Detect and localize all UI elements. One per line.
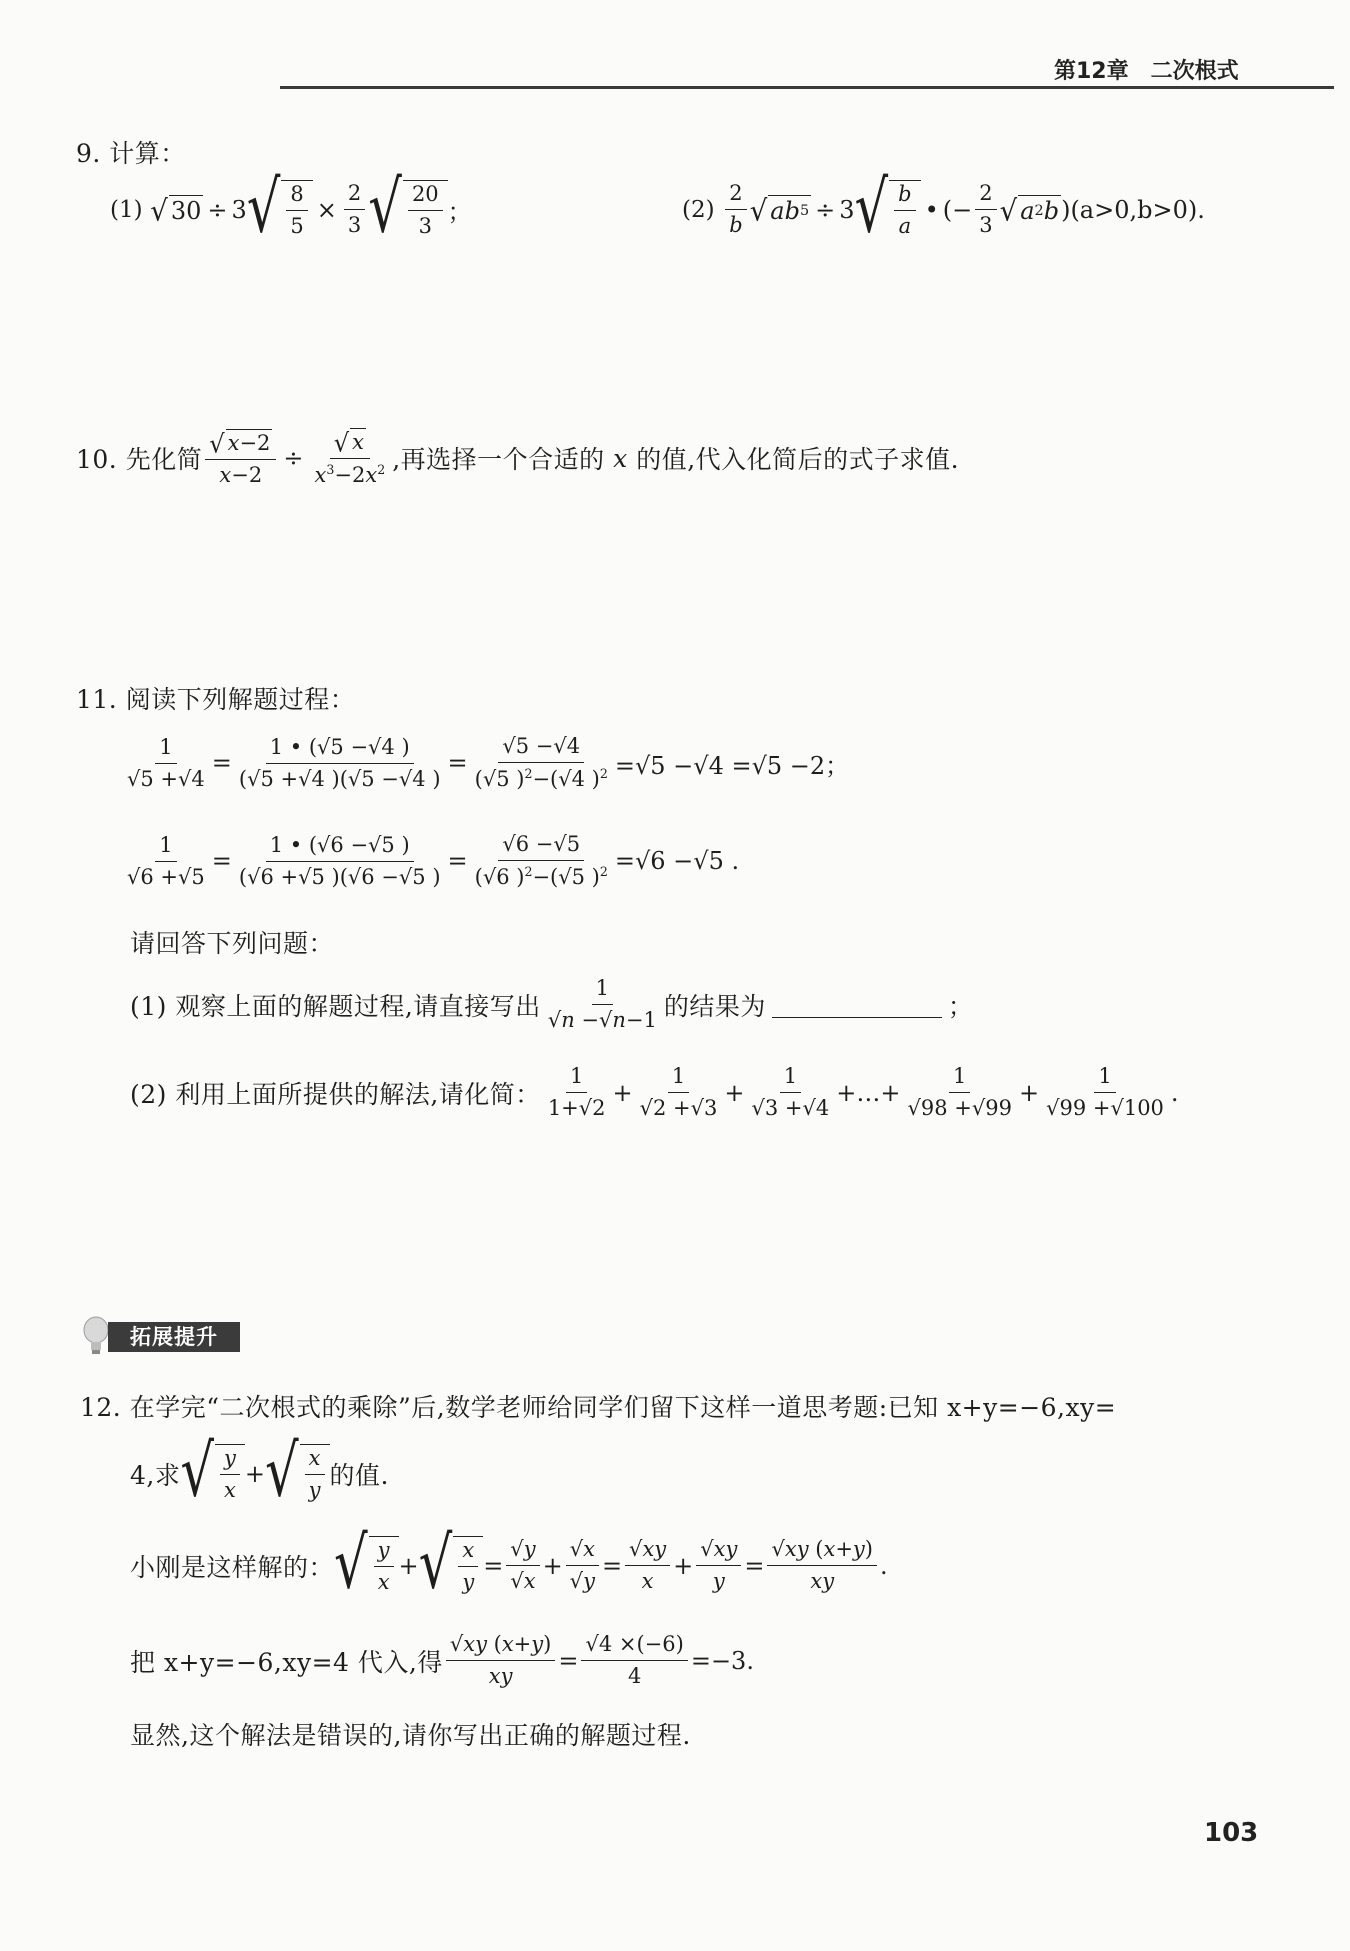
q10-rest2: 的值,代入化简后的式子求值. [636, 445, 960, 475]
q11-ask: 请回答下列问题： [130, 929, 335, 958]
q9-part1: (1) √ 30 ÷ 3 √ $\frac{8}{5}$ × $\frac{2}{3}$ √ $\frac{20}{3}$ ； [110, 167, 472, 250]
q11-sub2: (2) 利用上面所提供的解法,请化简： $\frac{1}{1+√2}$ + $\frac{1}{√2 +√3}$ + $\frac{1}{√3 +√4}$ +…+ $\frac{1}{√98 +√99}$ + $\frac{1}{√99 +√100}$ . [130, 1064, 1179, 1121]
q10: 10. 先化简 √ x −2 x−2 ÷ √ x $x^3-2x^2$ ,再选择一个合适的 x 的值,代入化简后的式子求值. [76, 428, 960, 488]
q12-line5: 显然,这个解法是错误的,请你写出正确的解题过程. [130, 1721, 691, 1750]
q11-step1-result: =√5 −√4 =√5 −2； [614, 751, 850, 780]
chapter-title: 二次根式 [1150, 59, 1239, 84]
q12-line2-text: 4,求 [130, 1460, 181, 1490]
q10-rest: ,再选择一个合适的 [392, 445, 605, 475]
q12-line3-text: 小刚是这样解的： [130, 1552, 335, 1582]
q12-line2: 4,求 √ $\frac{y}{x}$ + √ $\frac{x}{y}$ 的值. [130, 1431, 389, 1514]
lightbulb-icon [82, 1316, 110, 1356]
page-number: 103 [1204, 1818, 1259, 1848]
section-tag: 拓展提升 [108, 1322, 240, 1352]
header-rule [280, 86, 1334, 89]
q11-sub1-end: ； [947, 991, 974, 1021]
q11-sub1-text: (1) 观察上面的解题过程,请直接写出 [130, 991, 541, 1021]
answer-blank[interactable] [772, 991, 942, 1018]
q11-step2: $\frac{1}{√6 +√5}$ = $\frac{1 • (√6 -√5 )}{(√6 +√5 )(√6 -√5 )}$ = $\frac{√6 -√5}{(√6 )^2-(√5 )^2}$ =√6 −√5 . [127, 832, 740, 890]
q10-label: 10. 先化简 [76, 445, 203, 475]
q9-part1-label: (1) [110, 196, 143, 223]
q11-step1: $\frac{1}{√5 +√4}$ = $\frac{1 • (√5 -√4 )}{(√5 +√4 )(√5 -√4 )}$ = $\frac{√5 -√4}{(√5 )^2-(√4 )^2}$ =√5 −√4 =√5 −2； [127, 734, 850, 792]
q9-part2: (2) $\frac{2}{b}$ √ ab 5 ÷ 3 √ $\frac{b}{a}$ • (− $\frac{2}{3}$ √ a 2 b ) (a>0,b>0). [682, 167, 1205, 250]
q12-line4: 把 x+y=−6,xy=4 代入,得 $\frac{√xy (x+y)}{xy}$ = $\frac{√4 \times(-6)}{4}$ =−3. [130, 1632, 754, 1689]
q12-line2-end: 的值. [329, 1460, 389, 1490]
q11-step2-result: =√6 −√5 . [614, 847, 740, 876]
q9-label: 9. 计算： [76, 139, 186, 168]
q9-part2-condition: (a>0,b>0). [1070, 195, 1205, 224]
q12-line3: 小刚是这样解的： √ $\frac{y}{x}$ + √ $\frac{x}{y}$ = $\frac{√y}{√x}$ + $\frac{√x}{√y}$ = $\frac{√xy}{x}$ + $\frac{√xy}{y}$ = $\frac{√xy (x+y)}{xy}$ . [130, 1523, 888, 1606]
q9-part2-label: (2) [682, 196, 715, 223]
q10-variable: x [613, 443, 628, 473]
chapter-number: 第12章 [1054, 59, 1129, 84]
q11-sub1-text2: 的结果为 [663, 991, 766, 1021]
q12-line4-text: 把 x+y=−6,xy=4 代入,得 [130, 1647, 443, 1677]
q12-line4-result: =−3. [690, 1646, 754, 1675]
q11-sub1: (1) 观察上面的解题过程,请直接写出 $\frac{1}{√n -√n-1}$ 的结果为 ； [130, 976, 974, 1033]
q11-sub2-text: (2) 利用上面所提供的解法,请化简： [130, 1079, 541, 1109]
chapter-header [1054, 54, 1239, 85]
q12-line1: 12. 在学完“二次根式的乘除”后,数学老师给同学们留下这样一道思考题:已知 x+y=−6,xy= [80, 1393, 1117, 1422]
q11-label: 11. 阅读下列解题过程： [76, 685, 356, 714]
